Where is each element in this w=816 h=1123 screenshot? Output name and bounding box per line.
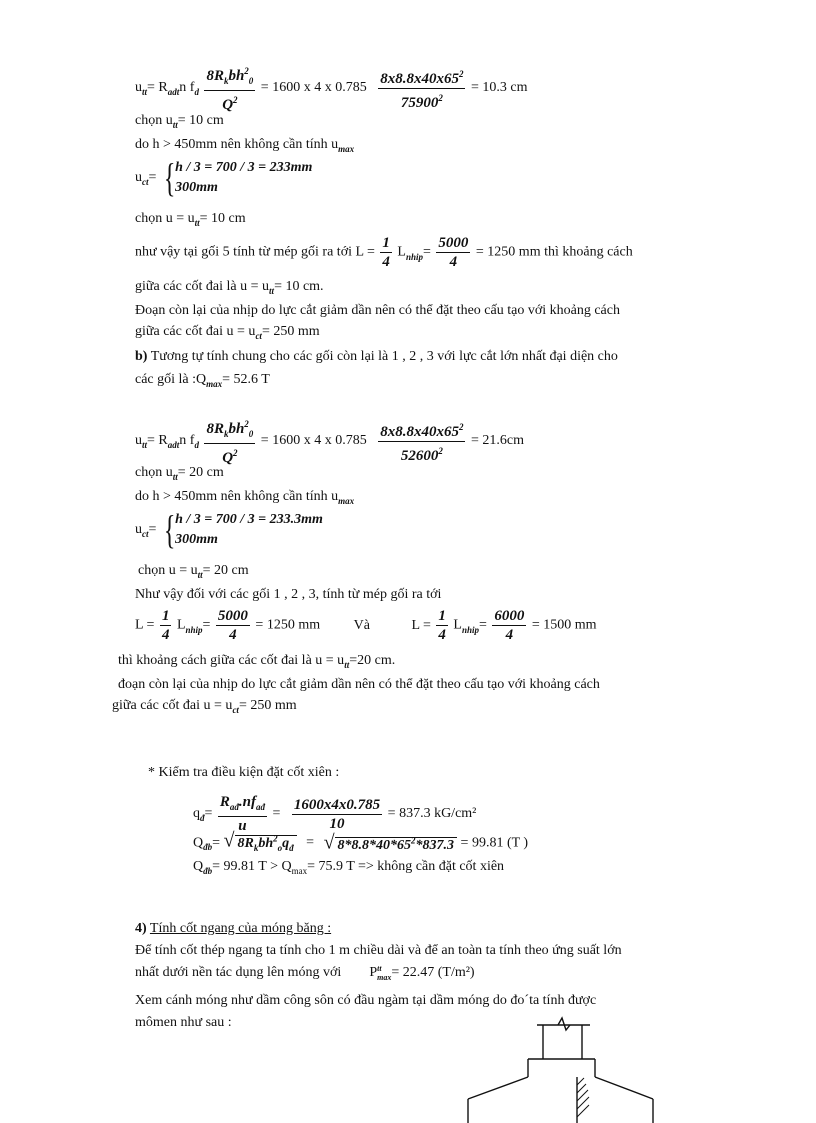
text-do-h-1: do h > 450mm nên không cần tính $u_{max}$: [135, 137, 355, 154]
formula-u-tt-1: $u_{tt}= R_{adt}n$ $f_d$ $\frac{8R_kbh^2_0}{Q^2}$ = 1600 x 4 x 0.785 $\frac{8x8.8x40x65^2}{75900^2}$ = 10.3 cm: [135, 62, 527, 114]
formula-u-tt-2: $u_{tt}= R_{adt}n$ $f_d$ $\frac{8R_kbh^2_0}{Q^2}$ = 1600 x 4 x 0.785 $\frac{8x8.8x40x65^2}{52600^2}$ = 21.6cm: [135, 415, 524, 467]
text-chon-u-1: chọn $u = u_{tt}= 10$ cm: [135, 211, 246, 228]
text-chon-u-2: chọn $u = u_{tt}= 20$ cm: [138, 563, 249, 580]
formula-q-db: $Q_{đb}=$ √ $8R_kbh^2_oq_đ$ = √ $8*8.8*40*65^2*837.3 = 99.81$ (T ): [193, 829, 529, 855]
text-kiem-tra-cot-xien: * Kiểm tra điều kiện đặt cốt xiên :: [148, 765, 340, 780]
formula-l-gia-tri-1: như vậy tại gối 5 tính từ mép gối ra tới L = $\frac{1}{4}$ $L_{nhip}=$ $\frac{5000}{4}$ = 1250 mm thì khoảng cách: [135, 235, 633, 270]
text-chon-u-tt-2: chọn $u_{tt}= 20$ cm: [135, 465, 224, 482]
text-de-tinh-cot-thep: Để tính cốt thép ngang ta tính cho 1 m chiều dài và để an toàn ta tính theo ứng suất lớn: [135, 943, 622, 958]
formula-u-ct-2: $u_{ct}=$ { h / 3 = 700 / 3 = 233.3mm 300mm: [135, 507, 323, 552]
text-doan-con-lai-2: đoạn còn lại của nhịp do lực cắt giảm dần nên có thể đặt theo cấu tạo với khoảng cách: [118, 677, 600, 692]
text-chon-u-tt-1: chọn $u_{tt}= 10$ cm: [135, 113, 224, 130]
text-thi-khoang-cach: thì khoảng cách giữa các cốt đai là $u = u_{tt}=20$ cm.: [118, 653, 396, 670]
text-nhu-vay-doi-voi: Như vậy đối với các gối 1 , 2 , 3, tính từ mép gối ra tới: [135, 587, 442, 602]
text-q-db-compare: $Q_{đb}= 99.81$ $T > Q_{max}= 75.9$ T => không cần đặt cốt xiên: [193, 859, 505, 876]
text-do-h-2: do h > 450mm nên không cần tính $u_{max}$: [135, 489, 355, 506]
text-cac-goi-la: các gối là $:Q_{max}= 52.6$ T: [135, 372, 270, 389]
text-doan-con-lai-1: Đoạn còn lại của nhịp do lực cắt giảm dần nên có thể đặt theo cấu tạo với khoảng cách: [135, 303, 620, 318]
text-section-b: b) Tương tự tính chung cho các gối còn lại là 1 , 2 , 3 với lực cắt lớn nhất đại diện cho: [135, 349, 618, 364]
heading-section-4: 4) Tính cốt ngang của móng băng :: [135, 921, 332, 936]
text-momen-nhu-sau: mômen như sau :: [135, 1015, 232, 1030]
foundation-diagram: [440, 1015, 680, 1123]
formula-q-d: $q_đ=$ $\frac{R_{ađ}.nf_{ađ}}{u}$ = $\frac{1600x4x0.785}{10}$ = 837.3 kG/cm²: [193, 794, 477, 834]
formula-u-ct-1: $u_{ct}=$ { h / 3 = 700 / 3 = 233mm 300mm: [135, 155, 313, 200]
text-giua-cac-cot-dai-2: giữa các cốt đai $u = u_{ct}= 250$ mm: [135, 324, 320, 341]
text-nhat-duoi-nen: nhất dưới nền tác dụng lên móng với P tt max = 22.47 (T/m²): [135, 964, 475, 982]
text-xem-canh-mong: Xem cánh móng như dầm công sôn có đầu ngàm tại dầm móng do đo´ta tính được: [135, 993, 597, 1008]
text-giua-cac-cot-dai-1: giữa các cốt đai là $u = u_{tt}= 10$ cm.: [135, 279, 324, 296]
text-giua-cac-cot-dai-3: giữa các cốt đai $u = u_{ct}= 250$ mm: [112, 698, 297, 715]
formula-l-gia-tri-2: L = $\frac{1}{4}$ $L_{nhip}=$ $\frac{5000}{4}$ = 1250 mm Và L = $\frac{1}{4}$ $L_{nhip}=$ $\frac{6000}{4}$ = 1500 mm: [135, 608, 597, 643]
